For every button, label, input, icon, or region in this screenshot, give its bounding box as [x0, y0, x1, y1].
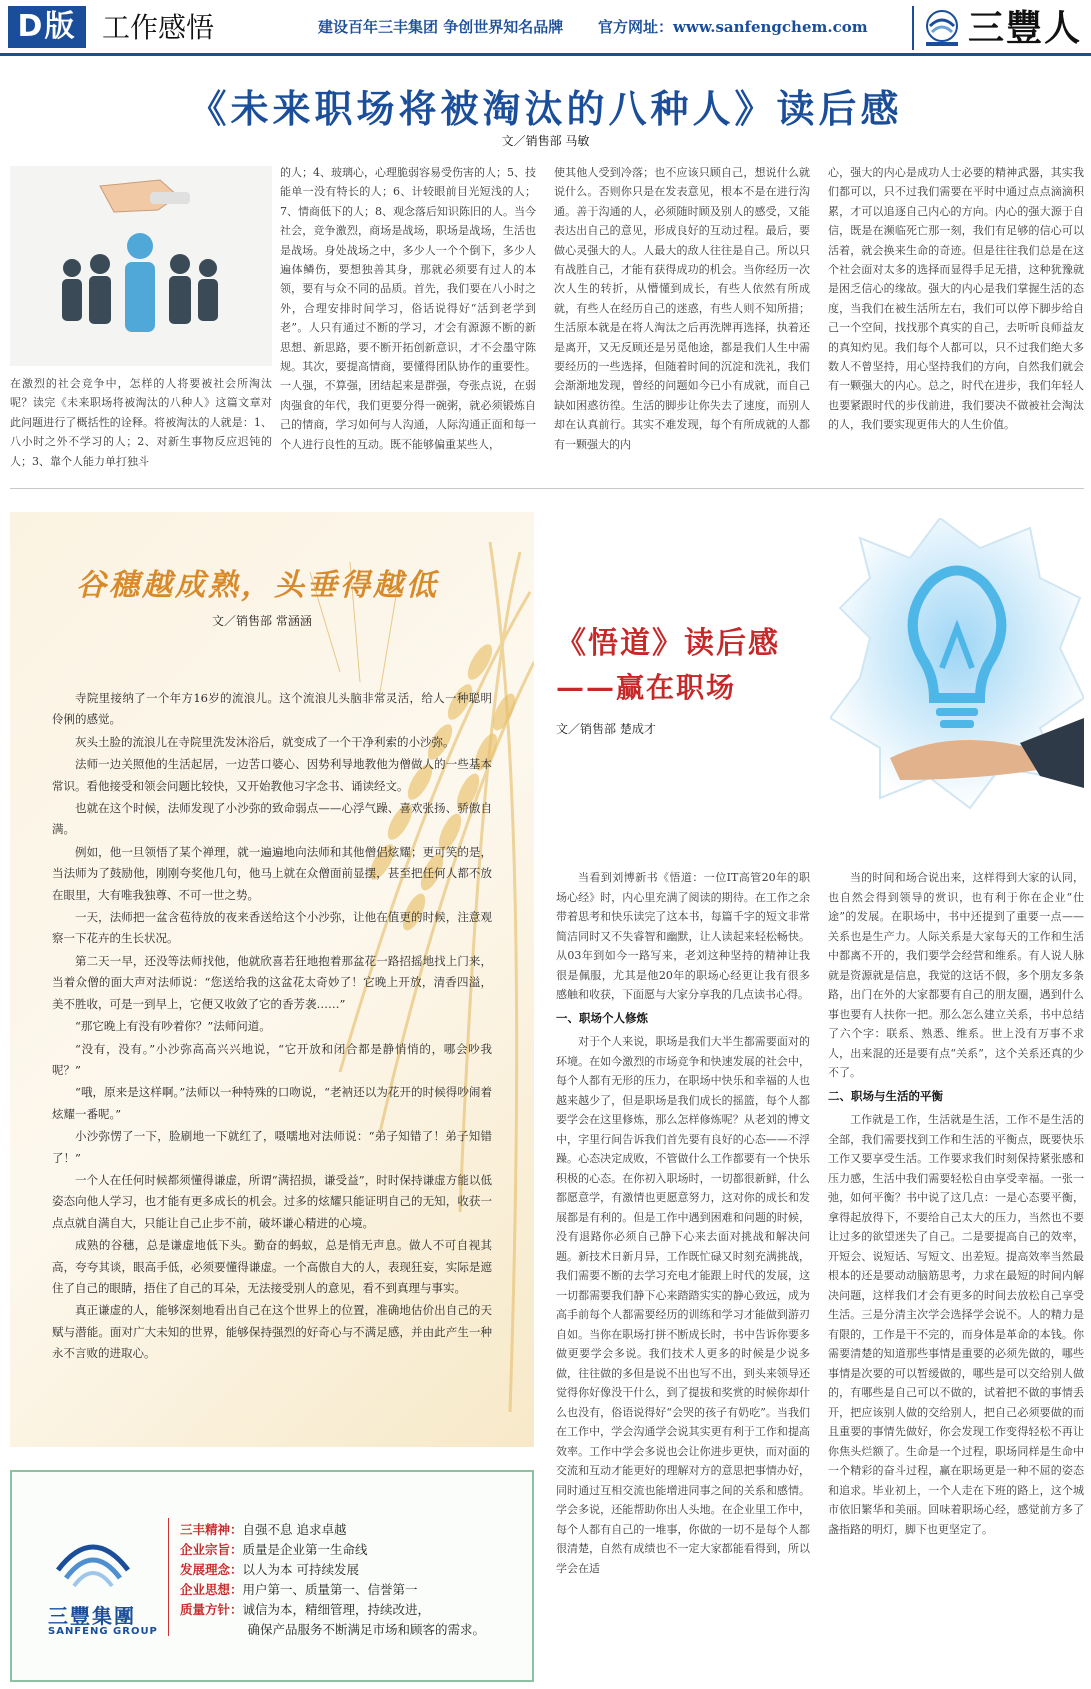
article1-column-4: 心，强大的内心是成功人士必要的精神武器，其实我们都可以，只不过我们需要在平时中通过点点滴滴积累，才可以追逐自己内心的方向。内心的强大源于自信，既是在濒临死亡那一刻，我们有足够的信心可以活着，就会换来生命的奇迹。但是往往我们总是在这个社会面对太多的选择而显得手足无措，这种犹豫就是困乏信心的缘故。强大的内心是我们掌握生活的态度，当我们在被生活所左右，我们可以停下脚步给自己一个空间，找找那个真实的自己，去听听良师益友的真知灼见。我们每个人都可以，只不过我们绝大多数人不曾坚持，用心坚持我们的方向，自然我们就会有一颗强大的内心。总之，时代在进步，我们年轻人也要紧跟时代的步伐前进，我们要决不做被社会淘汰的人，我们要实现更伟大的人生价值。: [828, 166, 1084, 432]
article1-title: 《未来职场将被淘汰的八种人》读后感: [188, 86, 903, 131]
motto-label: 企业思想：: [180, 1582, 243, 1597]
article2-paragraph: 真正谦虚的人，能够深刻地看出自己在这个世界上的位置，准确地估价出自己的天赋与潜能。面对广大未知的世界，能够保持强烈的好奇心与不满足感，并由此产生一种永不言败的进取心。: [52, 1303, 492, 1361]
article3-byline: 文／销售部 楚成才: [556, 722, 656, 736]
motto-row: [180, 1560, 485, 1580]
article2-paragraph: 寺院里接纳了一个年方16岁的流浪儿。这个流浪儿头脑非常灵活，给人一种聪明伶俐的感觉。: [52, 691, 492, 727]
motto-label: 企业宗旨：: [180, 1542, 243, 1557]
article2-paragraph: 例如，他一旦领悟了某个禅理，就一遍遍地向法师和其他僧侣炫耀；更可笑的是，当法师为了鼓励他，刚刚夸奖他几句，他马上就在众僧面前显摆，甚至把任何人都不放在眼里，大有唯我独尊、不可一世之势。: [52, 844, 492, 902]
lightbulb-hand-illustration: [830, 518, 1084, 818]
article3-section-heading: 一、职场个人修炼: [556, 1010, 648, 1025]
sanfeng-group-logo-icon: [48, 1530, 138, 1594]
newspaper-brand: 三豐人: [968, 7, 1083, 49]
article2-paragraph: 一个人在任何时候都须懂得谦虚，所谓“满招损，谦受益”，时时保持谦虚方能以低姿态向他人学习，也才能有更多成长的机会。过多的炫耀只能证明自己的无知，收获一点点就自满自大，只能让自己止步不前，破坏谦心精进的心境。: [52, 1172, 492, 1230]
motto-label: 发展理念：: [180, 1562, 243, 1577]
motto-row: [180, 1520, 485, 1540]
article2-title: 谷穗越成熟，头垂得越低: [76, 568, 439, 603]
article2-paragraph: 一天，法师把一盆含苞待放的夜来香送给这个小沙弥，让他在值更的时候，注意观察一下花卉的生长状况。: [52, 910, 492, 946]
group-brand-name: 三豐集團: [48, 1604, 136, 1628]
article2-byline: 文／销售部 常涵涵: [212, 614, 312, 628]
header-website: 官方网址：www.sanfengchem.com: [598, 18, 868, 36]
article2-paragraph: “没有，没有。”小沙弥高高兴兴地说，“它开放和闭合都是静悄悄的，哪会吵我呢？”: [52, 1041, 492, 1077]
motto-row: [180, 1600, 485, 1620]
article3-paragraph: 对于个人来说，职场是我们大半生都需要面对的环境。在如今激烈的市场竞争和快速发展的社会中，每个人都有无形的压力，在职场中快乐和幸福的人也越来越少了，但是职场是我们成长的摇篮，每个人都要学会在这里修炼，那么怎样修炼呢？从老刘的博文中，字里行间告诉我们首先要有良好的心态——不浮躁。心态决定成败，不管做什么工作都要有一个快乐积极的心态。在你初入职场时，一切都很新鲜，什么都愿意学，有激情也更愿意努力，这对你的成长和发展都是有利的。但是工作中遇到困难和问题的时候，没有退路你必须自己静下心来去面对挑战和解决问题。新技术日新月异，工作既忙碌又时刻充满挑战，我们需要不断的去学习充电才能跟上时代的发展，这一切都需要我们静下心来踏踏实实的静心致远，成为高手前每个人都需要经历的训练和学习才能做到游刃自如。当你在职场打拼不断成长时，书中告诉你要多做更要学会多说。我们技术人更多的时候是少说多做，往往做的多但是说不出也写不出，到头来领导还觉得你好像没干什么，到了提拔和奖赏的时候你却什么也没有，俗语说得好“会哭的孩子有奶吃”。当我们在工作中，学会沟通学会说其实更有利于工作和提高效率。工作中学会多说也会让你进步更快，而对面的交流和互动才能更好的理解对方的意思把事情办好，同时通过互相交流也能增进同事之间的关系和感情。学会多说，还能帮助你出人头地。在企业里工作中，每个人都有自己的一堆事，你做的一切不是每个人都很清楚，自然有成绩也不一定大家都能看得到，所以学会在适: [556, 1035, 810, 1575]
article3-title: 《悟道》读后感: [556, 626, 780, 661]
article2-paragraph: 也就在这个时候，法师发现了小沙弥的致命弱点——心浮气躁、喜欢张扬、骄傲自满。: [52, 801, 492, 837]
article2-paragraph: 灰头土脸的流浪儿在寺院里洗发沐浴后，就变成了一个干净利索的小沙弥。: [75, 734, 455, 749]
motto-list: [180, 1520, 485, 1640]
article3-paragraph: 工作就是工作，生活就是生活，工作不是生活的全部，我们需要找到工作和生活的平衡点，既要快乐工作又要享受生活。工作要求我们时刻保持紧张感和压力感，生活中我们需要轻松自由享受幸福。一张一弛，如何平衡？书中说了这几点：一是心态要平衡，拿得起放得下，不要给自己太大的压力，当然也不要让过多的欲望迷失了自己。二是要提高自己的效率，开短会、说短话、写短文、出差短。提高效率当然最根本的还是要动动脑筋思考，力求在最短的时间内解决问题，这样我们才会有更多的时间去放松自己享受生活。三是分清主次学会选择学会说不。人的精力是有限的，工作是干不完的，而身体是革命的本钱。你需要清楚的知道那些事情是重要的必须先做的，哪些事情是次要的可以暂缓做的，哪些是可以交给别人做的，有哪些是自己可以不做的，试着把不做的事情丢开，把应该别人做的交给别人，把自己必须要做的而且重要的事情先做好，你会发现工作变得轻松不再让你焦头烂额了。生命是一个过程，职场同样是生命中一个精彩的奋斗过程，赢在职场更是一种不屈的姿态和追求。毕业初上，一个人走在下班的路上，这个城市依旧繁华和美丽。回味着职场心经，感觉前方多了盏指路的明灯，脚下也更坚定了。: [828, 1113, 1084, 1536]
motto-row: [180, 1620, 485, 1640]
article3-column-2: [828, 868, 1084, 1668]
article1-column-3: 使其他人受到冷落；也不应该只顾自己，想说什么就说什么。否则你只是在发表意见，根本不是在进行沟通。善于沟通的人，必须随时顾及别人的感受，又能表达出自己的意见，形成良好的互动过程。最后，要做心灵强大的人。人最大的敌人往往是自己。所以只有战胜自己，才能有获得成功的机会。当你经历一次次人生的转折，从懵懂到成长，有些人依然有所成就，有些人在经历自己的迷惑，有些人则不知所措；生活原本就是在将人淘汰之后再洗牌再选择，执着还是离开，又无反顾还是另觅他途，都是我们人生中需要经历的一些选择，但随着时间的沉淀和洗礼，我们会渐渐地发现，曾经的问题如今已小有成就，而自己缺如困惑彷徨。生活的脚步让你失去了速度，而别人却在认真前行。其实不难发现，每个有所成就的人都有一颗强大的内: [554, 166, 810, 451]
article2-body: [52, 688, 492, 1388]
motto-row: [180, 1540, 485, 1560]
article1-lead: 在激烈的社会竞争中，怎样的人将要被社会所淘汰呢？读完《未来职场将被淘汰的八种人》这篇文章对此问题进行了概括性的诠释。将被淘汰的人就是：1、八小时之外不学习的人；2、对新生事物反应迟钝的人；3、靠个人能力单打独斗: [10, 377, 272, 468]
header-divider: [912, 6, 914, 50]
article3-subtitle: ——赢在职场: [556, 671, 737, 704]
motto-value: 以人为本 可持续发展: [242, 1562, 359, 1577]
motto-label: 质量方针：: [180, 1602, 243, 1617]
article2-paragraph: 小沙弥愣了一下，脸刷地一下就红了，嗫嚅地对法师说：“弟子知错了！弟子知错了！”: [52, 1129, 492, 1165]
sanfeng-logo-icon: [922, 8, 962, 48]
edition-badge: D版: [8, 6, 86, 48]
motto-row: [180, 1580, 485, 1600]
article2-paragraph: “哦，原来是这样啊。”法师以一种特殊的口吻说，“老衲还以为花开的时候得吵闹着炫耀一番呢。”: [52, 1085, 492, 1121]
motto-value: 自强不息 追求卓越: [242, 1522, 347, 1537]
team-hand-illustration: [10, 166, 272, 366]
article1-byline: 文／销售部 马敏: [501, 134, 590, 148]
section-divider: [10, 488, 1084, 489]
article3-column-1: [556, 868, 810, 1668]
article2-paragraph: 成熟的谷穗，总是谦虚地低下头。勤奋的蚂蚁，总是悄无声息。做人不可自视其高，夸夸其谈，眼高手低，必须要懂得谦虚。一个高傲自大的人，表现狂妄，实际是遮住了自己的眼睛，捂住了自己的耳朵，无法接受别人的意见，看不到真理与事实。: [52, 1238, 492, 1295]
article3-paragraph: 当的时间和场合说出来，这样得到大家的认同，也自然会得到领导的赏识，也有利于你在企业“仕途”的发展。在职场中，书中还提到了重要一点——关系也是生产力。人际关系是大家每天的工作和生活中都离不开的，我们要学会经营和维系。有人说人脉就是资源就是信息，我觉的这话不假，多个朋友多条路，出门在外的大家都要有自己的朋友圈，遇到什么事也要有人扶你一把。那么怎么建立关系，书中总结了六个字：联系、熟悉、维系。世上没有万事不求人，出来混的还是要有点“关系”，这个关系还真的少不了。: [828, 871, 1084, 1079]
article2-paragraph: 法师一边关照他的生活起居，一边苦口婆心、因势利导地教他为僧做人的一些基本常识。看他接受和领会问题比较快，又开始教他习字念书、诵读经文。: [52, 757, 492, 793]
article1-column-2: 的人；4、玻璃心，心理脆弱容易受伤害的人；5、技能单一没有特长的人；6、计较眼前目光短浅的人；7、情商低下的人；8、观念落后知识陈旧的人。当今社会，竞争激烈，商场是战场，职场是战场，生活也是战场。身处战场之中，多少人一个个倒下，多少人遍体鳞伤，要想独善其身，那就必须要有过人的本领，要有与众不同的品质。首先，我们要在八小时之外，合理安排时间学习，俗话说得好“活到老学到老”。人只有通过不断的学习，才会有源源不断的新思想、新思路，要不断开拓创新意识，才不会墨守陈规。其次，要提高情商，要懂得团队协作的重要性。一人强，不算强，团结起来是群强，夸张点说，在弱肉强食的年代，我们更要分得一碗粥，就必须锻炼自己的情商，学习如何与人沟通，人际沟通正面和每一个人进行良性的互动。既不能够偏重某些人，: [280, 166, 536, 451]
group-brand-name-en: SANFENG GROUP: [48, 1626, 158, 1637]
motto-value: 质量是企业第一生命线: [242, 1542, 368, 1557]
motto-value: 用户第一、质量第一、信誉第一: [242, 1582, 418, 1597]
article3-intro: 当看到刘博新书《悟道：一位IT高管20年的职场心经》时，内心里充满了阅读的期待。在工作之余带着思考和快乐读完了这本书，每篇千字的短文非常简洁同时又不失睿智和幽默，让人读起来轻松畅快。从03年到如今一路写来，老刘这种坚持的精神让我很是佩服，尤其是他20年的职场心经更让我有很多感触和收获，下面愿与大家分享我的几点读书心得。: [556, 871, 810, 1001]
motto-value: 确保产品服务不断满足市场和顾客的需求。: [247, 1622, 486, 1637]
header-slogan: 建设百年三丰集团 争创世界知名品牌: [318, 18, 564, 36]
column-title: 工作感悟: [102, 11, 215, 44]
article2-paragraph: “那它晚上有没有吵着你？”法师问道。: [75, 1019, 271, 1034]
article2-paragraph: 第二天一早，还没等法师找他，他就欣喜若狂地抱着那盆花一路招摇地找上门来，当着众僧的面大声对法师说：“您送给我的这盆花太奇妙了！它晚上开放，清香四溢，美不胜收，可是一到早上，它便又收敛了它的香芳袭……”: [52, 953, 492, 1011]
motto-divider: [168, 1518, 169, 1636]
motto-label: 三丰精神：: [180, 1522, 243, 1537]
article3-section-heading: 二、职场与生活的平衡: [828, 1088, 943, 1103]
motto-value: 诚信为本，精细管理，持续改进，: [242, 1602, 431, 1617]
